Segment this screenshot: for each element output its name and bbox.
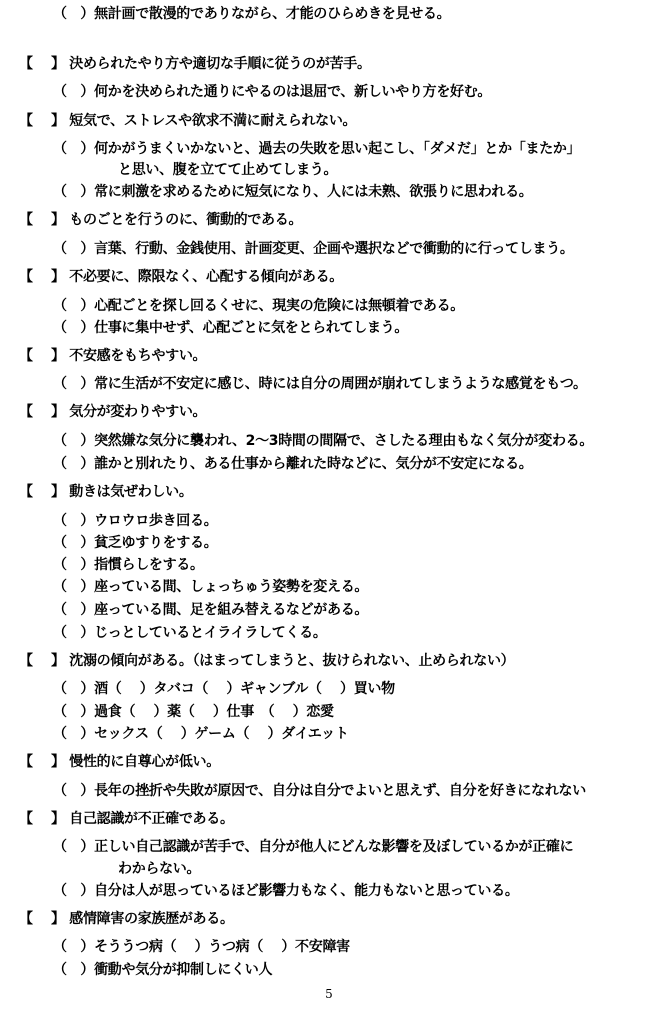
item-line: （ ）無計画で散漫的でありながら、才能のひらめきを見せる。 [53, 6, 451, 22]
category-line: 【 】 沈溺の傾向がある。（はまってしまうと、抜けられない、止められない） [19, 653, 515, 669]
item-continuation: と思い、腹を立てて止めてしまう。 [118, 162, 338, 178]
item-line: （ ）突然嫌な気分に襲われ、2～3時間の間隔で、さしたる理由もなく気分が変わる。 [53, 433, 594, 449]
item-line: （ ）指慣らしをする。 [53, 557, 204, 573]
item-continuation: わからない。 [118, 861, 201, 877]
category-line: 【 】 慢性的に自尊心が低い。 [19, 754, 220, 770]
category-line: 【 】 動きは気ぜわしい。 [19, 484, 193, 500]
item-line: （ ）自分は人が思っているほど影響力もなく、能力もないと思っている。 [53, 883, 519, 899]
category-line: 【 】 感情障害の家族歴がある。 [19, 911, 234, 927]
item-line: （ ）誰かと別れたり、ある仕事から離れた時などに、気分が不安定になる。 [53, 456, 533, 472]
item-line: （ ）貧乏ゆすりをする。 [53, 535, 218, 551]
item-line: （ ）酒（ ）タバコ（ ）ギャンブル（ ）買い物 [53, 681, 395, 697]
category-line: 【 】 決められたやり方や適切な手順に従うのが苦手。 [19, 56, 371, 72]
category-line: 【 】 気分が変わりやすい。 [19, 404, 207, 420]
category-line: 【 】 不必要に、際限なく、心配する傾向がある。 [19, 269, 343, 285]
item-line: （ ）そううつ病（ ）うつ病（ ）不安障害 [53, 939, 350, 955]
item-line: （ ）衝動や気分が抑制しにくい人 [53, 962, 273, 978]
item-line: （ ）正しい自己認識が苦手で、自分が他人にどんな影響を及ぼしているかが正確に [53, 839, 574, 855]
item-line: （ ）仕事に集中せず、心配ごとに気をとられてしまう。 [53, 320, 409, 336]
page-number: 5 [325, 987, 333, 1001]
item-line: （ ）何かがうまくいかないと、過去の失敗を思い起こし、「ダメだ」とか「またか」 [53, 141, 581, 157]
item-line: （ ）過食（ ）薬（ ）仕事 （ ）恋愛 [53, 704, 334, 720]
item-line: （ ）何かを決められた通りにやるのは退屈で、新しいやり方を好む。 [53, 84, 492, 100]
category-line: 【 】 ものごとを行うのに、衝動的である。 [19, 212, 303, 228]
item-line: （ ）長年の挫折や失敗が原因で、自分は自分でよいと思えず、自分を好きになれない [53, 783, 586, 799]
item-line: （ ）セックス（ ）ゲーム（ ）ダイエット [53, 726, 349, 742]
category-line: 【 】 自己認識が不正確である。 [19, 811, 234, 827]
category-line: 【 】 不安感をもちやすい。 [19, 348, 207, 364]
item-line: （ ）座っている間、足を組み替えるなどがある。 [53, 602, 369, 618]
item-line: （ ）常に刺激を求めるために短気になり、人には未熟、欲張りに思われる。 [53, 184, 533, 200]
item-line: （ ）言葉、行動、金銭使用、計画変更、企画や選択などで衝動的に行ってしまう。 [53, 241, 574, 257]
item-line: （ ）心配ごとを探し回るくせに、現実の危険には無頓着である。 [53, 298, 464, 314]
category-line: 【 】 短気で、ストレスや欲求不満に耐えられない。 [19, 113, 357, 129]
item-line: （ ）常に生活が不安定に感じ、時には自分の周囲が崩れてしまうような感覚をもつ。 [53, 376, 587, 392]
item-line: （ ）ウロウロ歩き回る。 [53, 513, 218, 529]
item-line: （ ）じっとしているとイライラしてくる。 [53, 625, 327, 641]
item-line: （ ）座っている間、しょっちゅう姿勢を変える。 [53, 579, 369, 595]
